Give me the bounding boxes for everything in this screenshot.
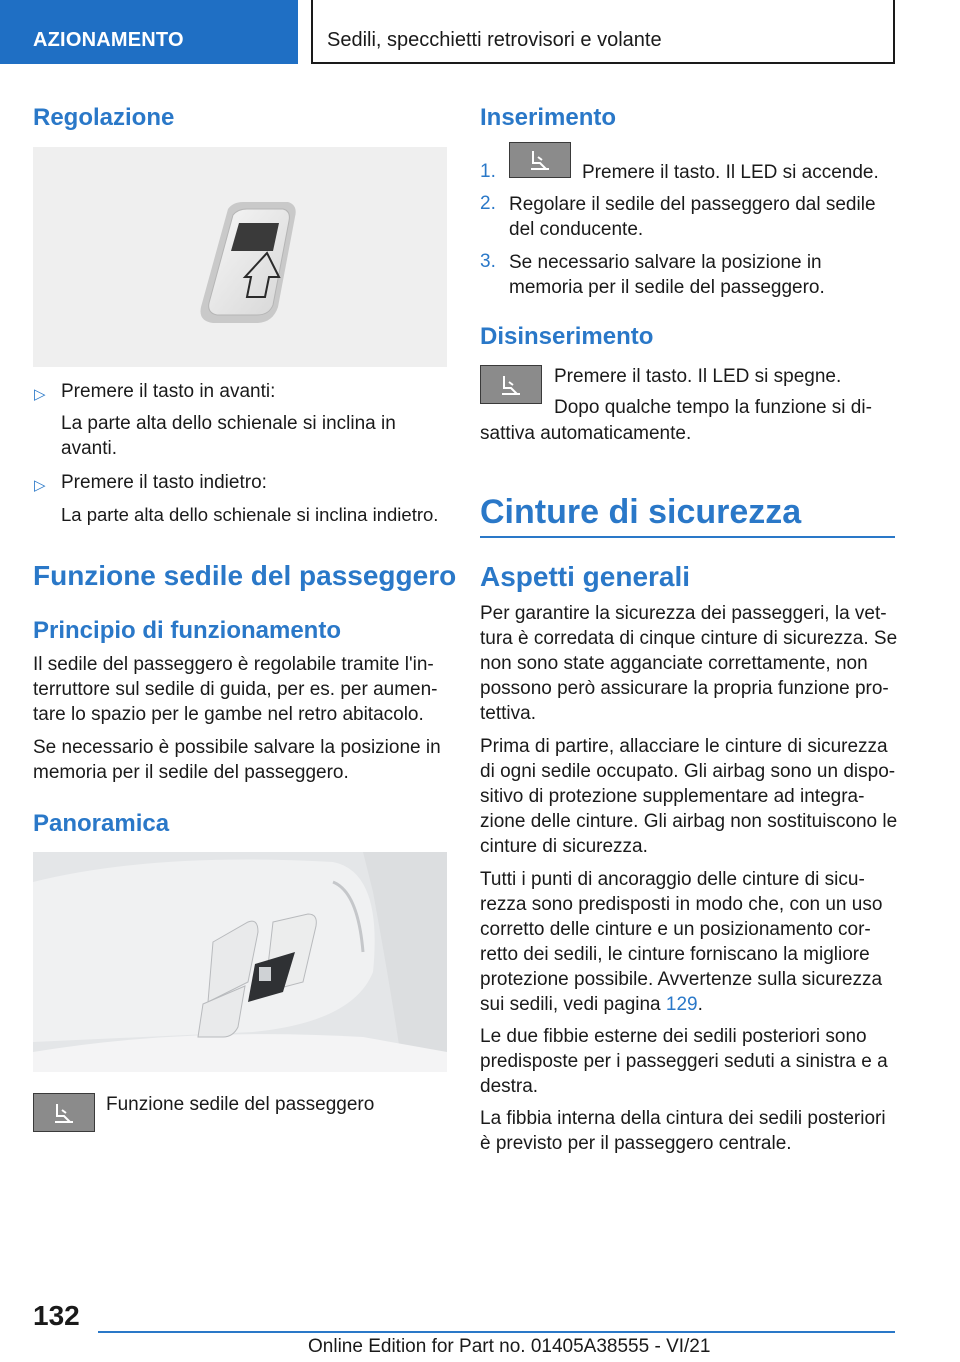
heading-regolazione: Regolazione [33, 104, 175, 131]
bullet-title: Premere il tasto in avanti: [61, 381, 276, 402]
paragraph-2: Prima di partire, allacciare le cinture di sicurezza di ogni sedile occupato. Gli airbag sono un dispo-sitivo di protezione supplementare ad integra-zione delle cinture. Gli airbag non sostituiscono le cinture di sicurezza. [480, 736, 898, 857]
step-text: Premere il tasto. Il LED si accende. [582, 162, 879, 183]
panoramica-caption: Funzione sedile del passeggero [106, 1094, 375, 1115]
step-number: 3. [480, 251, 496, 272]
paragraph-5: La fibbia interna della cintura dei sedili posteriori è previsto per il passeggero centrale. [480, 1108, 886, 1154]
paragraph-3 [480, 867, 898, 1017]
heading-panoramica: Panoramica [33, 810, 170, 837]
section-title: Sedili, specchietti retrovisori e volante [327, 29, 662, 51]
passenger-seat-button-icon [509, 142, 571, 178]
footer-edition: Online Edition for Part no. 01405A38555 - VI/21 [308, 1336, 711, 1357]
step-number: 2. [480, 193, 496, 214]
chapter-title: AZIONAMENTO [33, 29, 184, 51]
principio-paragraph-1: Il sedile del passeggero è regolabile tramite l'in-terruttore sul sedile di guida, per es. per aumen-tare lo spazio per le gambe nel retro abitacolo. [33, 654, 438, 725]
footer-rule [98, 1331, 895, 1333]
bullet-triangle-icon: ▷ [34, 386, 46, 403]
heading-principio: Principio di funzionamento [33, 617, 341, 644]
heading-rule [480, 536, 895, 538]
heading-inserimento: Inserimento [480, 104, 617, 131]
disinserimento-line-2a: Dopo qualche tempo la funzione si di- [554, 397, 872, 418]
passenger-seat-button-icon [480, 365, 542, 404]
step-text: Se necessario salvare la posizione in memoria per il sedile del passeggero. [509, 252, 825, 298]
heading-disinserimento: Disinserimento [480, 323, 654, 350]
page-number: 132 [33, 1300, 80, 1331]
bullet-title: Premere il tasto indietro: [61, 472, 267, 493]
chapter-tab [0, 0, 298, 64]
heading-aspetti: Aspetti generali [480, 561, 691, 592]
disinserimento-line-1: Premere il tasto. Il LED si spegne. [554, 366, 842, 387]
bullet-detail: La parte alta dello schienale si inclina indietro. [61, 504, 439, 525]
paragraph-4: Le due fibbie esterne dei sedili posteriori sono predisposte per i passeggeri seduti a sinistra e a destra. [480, 1026, 888, 1097]
bullet-detail: La parte alta dello schienale si inclina in avanti. [61, 413, 396, 459]
bullet-triangle-icon: ▷ [34, 477, 46, 494]
paragraph-3-end: . [697, 994, 703, 1015]
passenger-seat-button-icon [33, 1093, 95, 1132]
heading-funzione-sedile: Funzione sedile del passeggero [33, 560, 457, 591]
section-tab [311, 0, 895, 64]
step-number: 1. [480, 161, 496, 182]
principio-paragraph-2: Se necessario è possibile salvare la posizione in memoria per il sedile del passeggero. [33, 737, 441, 783]
paragraph-1: Per garantire la sicurezza dei passeggeri, la vet-tura è corredata di cinque cinture di sicurezza. Se non sono state agganciate correttamente, non possono però assicurare la propria funzione pro-tettiva. [480, 603, 898, 724]
page-reference-link[interactable]: 129 [665, 994, 698, 1015]
backrest-switch-photo [33, 147, 447, 367]
seat-switch-overview-photo [33, 852, 447, 1072]
paragraph-3-text: Tutti i punti di ancoraggio delle cinture di sicu-rezza sono predisposti in modo che, con un uso corretto delle cinture e un posizionamento cor-retto dei sedili, le cinture forniscano la migliore protezione possibile. Avvertenze sulla sicurezza sui sedili, vedi pagina [480, 869, 883, 1015]
disinserimento-line-2b: sattiva automaticamente. [480, 423, 692, 444]
heading-cinture: Cinture di sicurezza [480, 493, 802, 531]
step-text: Regolare il sedile del passeggero dal sedile del conducente. [509, 194, 876, 240]
